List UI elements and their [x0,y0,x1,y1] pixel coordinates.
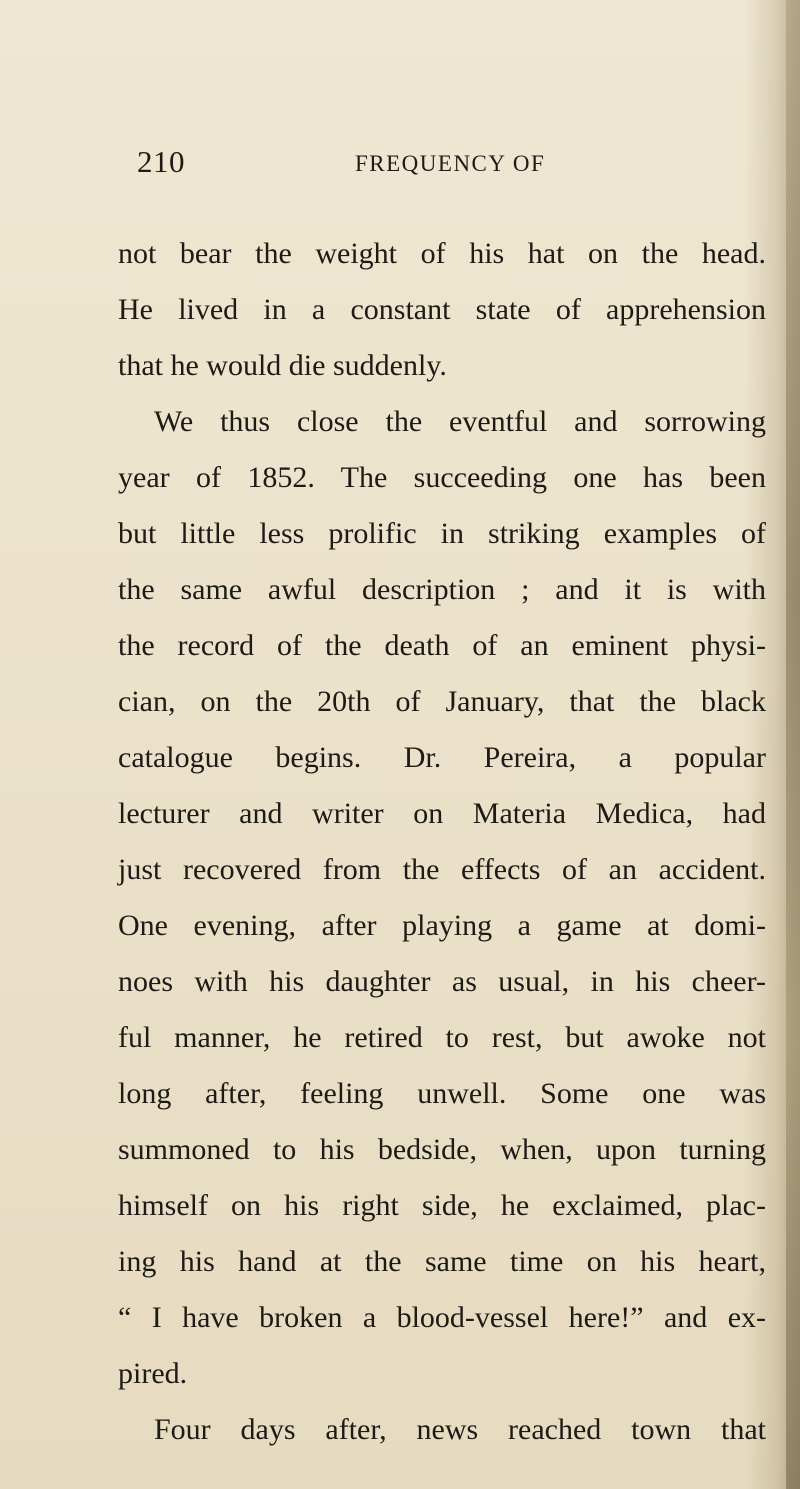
text-line: ing his hand at the same time on his heart, [118,1245,766,1278]
text-line: year of 1852. The succeeding one has been [118,461,766,494]
running-head: FREQUENCY OF [355,151,546,176]
page-edge-shadow [786,0,800,1489]
text-line: but little less prolific in striking examples of [118,517,766,550]
text-line: the record of the death of an eminent physi- [118,629,766,662]
page-number: 210 [137,144,185,179]
text-line: himself on his right side, he exclaimed, plac- [118,1189,766,1222]
text-line: “ I have broken a blood-vessel here!” and ex- [118,1301,766,1334]
text-line: lecturer and writer on Materia Medica, had [118,797,766,830]
page-header [137,142,777,182]
body-text [118,226,766,1458]
text-line: summoned to his bedside, when, upon turning [118,1133,766,1166]
text-line: We thus close the eventful and sorrowing [154,405,766,438]
text-line: just recovered from the effects of an accident. [118,853,766,886]
text-line: ful manner, he retired to rest, but awoke not [118,1021,766,1054]
text-line: He lived in a constant state of apprehension [118,293,766,326]
text-line: noes with his daughter as usual, in his cheer- [118,965,766,998]
text-line: One evening, after playing a game at domi- [118,909,766,942]
text-line: long after, feeling unwell. Some one was [118,1077,766,1110]
text-line: the same awful description ; and it is with [118,573,766,606]
text-line: pired. [118,1357,188,1390]
text-line: Four days after, news reached town that [154,1413,766,1446]
text-line: catalogue begins. Dr. Pereira, a popular [118,741,766,774]
text-line: that he would die suddenly. [118,349,447,382]
text-line: not bear the weight of his hat on the head. [118,237,766,270]
text-line: cian, on the 20th of January, that the black [118,685,766,718]
